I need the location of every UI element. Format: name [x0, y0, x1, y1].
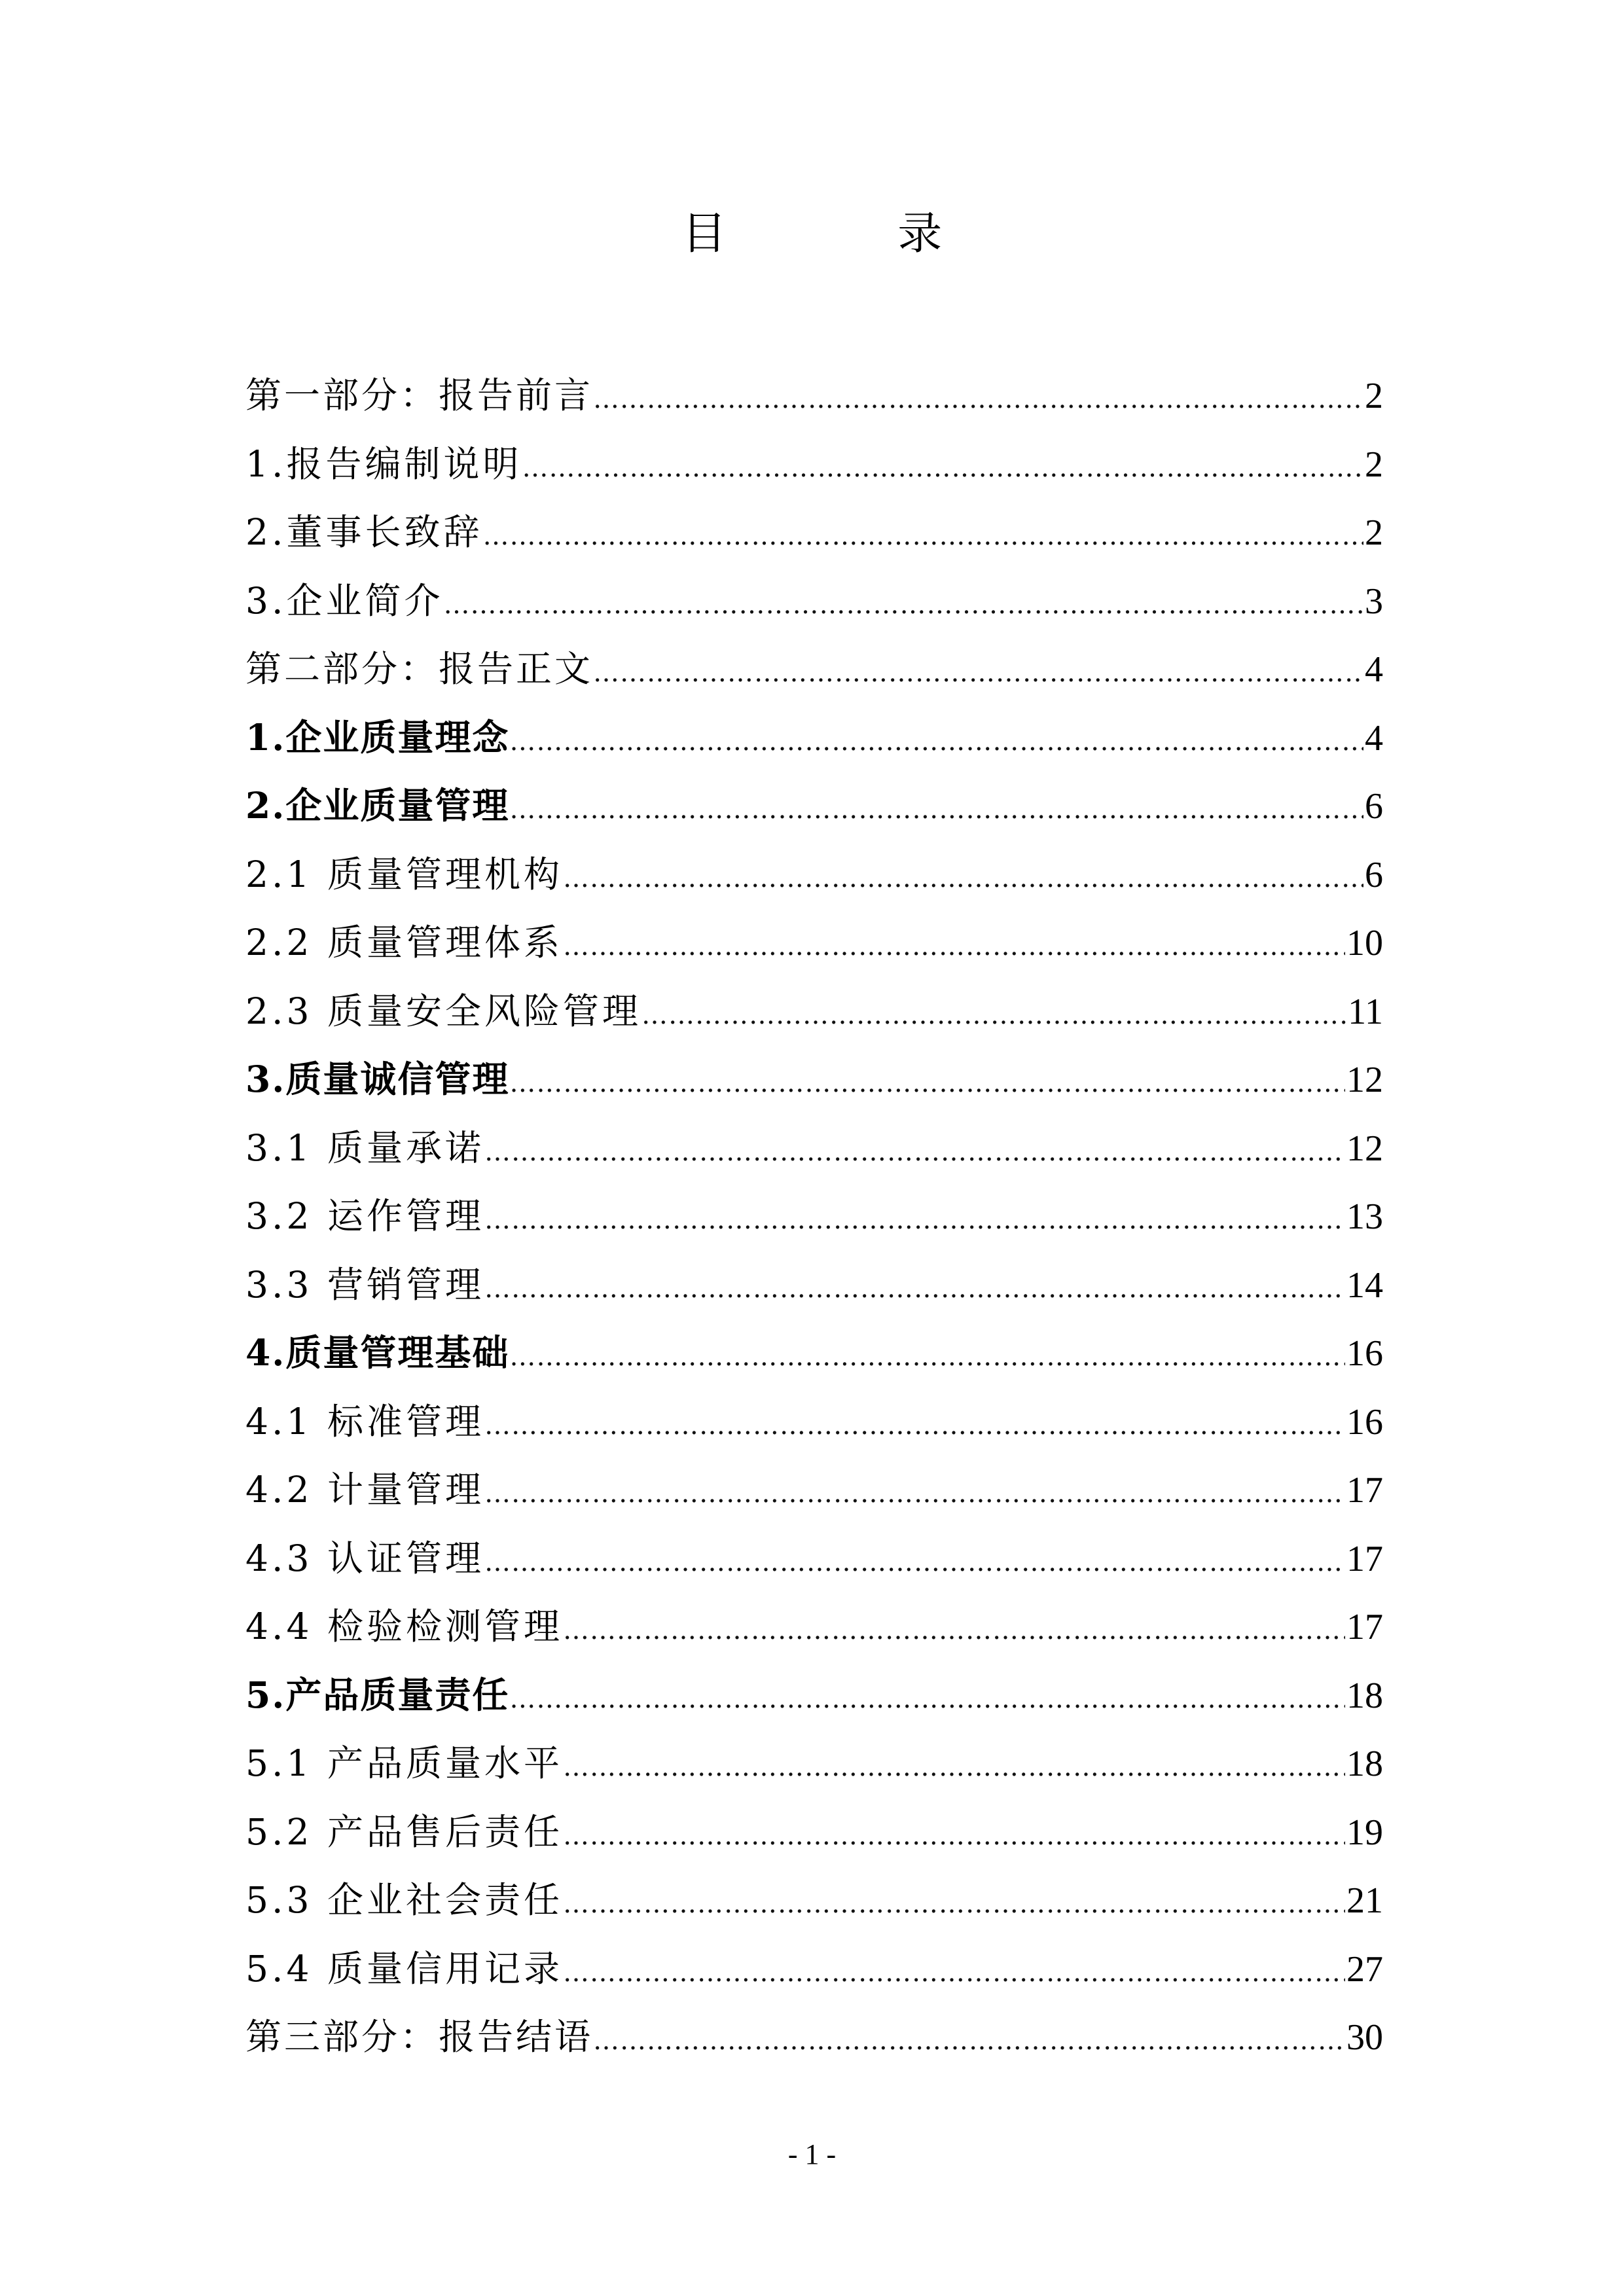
toc-entry-2-2[interactable] [245, 908, 1383, 977]
toc-leader-dots [482, 502, 1363, 571]
toc-entry-page: 16 [1346, 1333, 1383, 1374]
toc-entry-page: 17 [1346, 1538, 1383, 1579]
toc-entry-part-1[interactable] [245, 361, 1383, 430]
toc-entry-label: 5.2 产品售后责任 [245, 1810, 563, 1853]
toc-entry-1[interactable] [245, 430, 1383, 499]
toc-entry-page: 4 [1365, 717, 1383, 759]
toc-entry-2[interactable] [245, 498, 1383, 567]
toc-entry-label: 第二部分：报告正文 [245, 648, 594, 690]
toc-entry-page: 11 [1348, 991, 1383, 1032]
toc-leader-dots [593, 639, 1363, 708]
toc-entry-label: 第三部分：报告结语 [245, 2016, 594, 2058]
toc-entry-section-5[interactable] [245, 1661, 1383, 1730]
toc-entry-page: 13 [1346, 1196, 1383, 1237]
toc-entry-label: 2.董事长致辞 [245, 511, 483, 553]
toc-leader-dots [563, 1596, 1345, 1665]
toc-leader-dots [563, 1733, 1345, 1802]
toc-leader-dots [593, 365, 1363, 434]
toc-entry-label: 5.4 质量信用记录 [245, 1947, 563, 1990]
toc-leader-dots [509, 1665, 1345, 1734]
toc-leader-dots [641, 981, 1346, 1050]
toc-entry-section-4[interactable] [245, 1319, 1383, 1388]
toc-entry-2-3[interactable] [245, 977, 1383, 1046]
toc-entry-label: 4.质量管理基础 [245, 1331, 510, 1374]
toc-entry-label: 5.1 产品质量水平 [245, 1742, 563, 1784]
toc-entry-part-2[interactable] [245, 635, 1383, 704]
toc-entry-5-3[interactable] [245, 1866, 1383, 1935]
toc-entry-label: 3.1 质量承诺 [245, 1126, 484, 1169]
table-of-contents [245, 361, 1383, 2072]
toc-leader-dots [509, 1323, 1345, 1391]
toc-leader-dots [593, 2007, 1345, 2075]
toc-leader-dots [484, 1460, 1345, 1528]
toc-entry-label: 2.2 质量管理体系 [245, 922, 563, 963]
toc-entry-page: 2 [1365, 376, 1383, 416]
toc-entry-label: 2.企业质量管理 [245, 784, 510, 827]
toc-entry-4-1[interactable] [245, 1388, 1383, 1456]
toc-entry-label: 3.2 运作管理 [245, 1195, 484, 1237]
toc-leader-dots [563, 844, 1363, 913]
toc-entry-4-2[interactable] [245, 1456, 1383, 1524]
toc-entry-page: 18 [1346, 1675, 1383, 1716]
toc-entry-label: 3.质量诚信管理 [245, 1058, 510, 1100]
toc-entry-page: 10 [1346, 923, 1383, 963]
toc-leader-dots [509, 1049, 1345, 1118]
toc-entry-5-1[interactable] [245, 1729, 1383, 1798]
toc-entry-page: 16 [1346, 1401, 1383, 1443]
toc-entry-page: 12 [1346, 1060, 1383, 1100]
toc-entry-label: 3.3 营销管理 [245, 1263, 484, 1306]
toc-entry-part-3[interactable] [245, 2003, 1383, 2072]
toc-entry-page: 2 [1365, 444, 1383, 485]
toc-entry-label: 4.1 标准管理 [245, 1400, 484, 1443]
toc-entry-label: 5.3 企业社会责任 [245, 1879, 563, 1921]
toc-entry-label: 第一部分：报告前言 [245, 374, 594, 416]
toc-entry-2-1[interactable] [245, 840, 1383, 909]
toc-entry-label: 4.2 计量管理 [245, 1469, 484, 1511]
toc-entry-3-2[interactable] [245, 1182, 1383, 1251]
toc-leader-dots [509, 776, 1363, 844]
toc-entry-section-1[interactable] [245, 704, 1383, 772]
toc-entry-page: 30 [1346, 2017, 1383, 2058]
toc-entry-4-4[interactable] [245, 1592, 1383, 1661]
page-title: 目 录 [681, 208, 1021, 260]
toc-entry-label: 3.企业简介 [245, 579, 444, 622]
toc-entry-label: 4.4 检验检测管理 [245, 1605, 563, 1647]
toc-leader-dots [484, 1528, 1345, 1597]
toc-entry-page: 12 [1346, 1128, 1383, 1169]
toc-leader-dots [484, 1255, 1345, 1323]
toc-entry-label: 1.报告编制说明 [245, 442, 522, 485]
toc-entry-page: 21 [1346, 1880, 1383, 1921]
toc-leader-dots [563, 1870, 1345, 1939]
toc-entry-page: 4 [1365, 649, 1383, 690]
toc-leader-dots [509, 708, 1363, 776]
toc-entry-section-3[interactable] [245, 1045, 1383, 1114]
toc-entry-page: 27 [1346, 1948, 1383, 1990]
toc-entry-page: 19 [1346, 1812, 1383, 1853]
toc-leader-dots [484, 1186, 1345, 1255]
toc-leader-dots [522, 434, 1363, 503]
toc-entry-label: 1.企业质量理念 [245, 715, 510, 759]
page-number: - 1 - [787, 2138, 837, 2170]
toc-entry-label: 4.3 认证管理 [245, 1537, 484, 1579]
toc-leader-dots [563, 912, 1345, 981]
toc-entry-page: 17 [1346, 1470, 1383, 1511]
toc-entry-label: 2.1 质量管理机构 [245, 853, 563, 895]
toc-entry-label: 5.产品质量责任 [245, 1673, 510, 1716]
toc-entry-5-2[interactable] [245, 1798, 1383, 1867]
toc-entry-page: 6 [1365, 854, 1383, 895]
toc-leader-dots [563, 1939, 1345, 2007]
toc-entry-page: 3 [1365, 581, 1383, 622]
toc-entry-4-3[interactable] [245, 1524, 1383, 1593]
toc-entry-5-4[interactable] [245, 1935, 1383, 2003]
toc-entry-page: 17 [1346, 1607, 1383, 1647]
toc-entry-section-2[interactable] [245, 772, 1383, 840]
toc-entry-label: 2.3 质量安全风险管理 [245, 990, 641, 1032]
toc-entry-3[interactable] [245, 567, 1383, 636]
toc-entry-page: 14 [1346, 1265, 1383, 1306]
toc-entry-page: 18 [1346, 1744, 1383, 1784]
toc-leader-dots [484, 1118, 1345, 1187]
toc-leader-dots [484, 1391, 1345, 1460]
toc-leader-dots [563, 1802, 1345, 1871]
toc-entry-page: 6 [1365, 786, 1383, 827]
toc-entry-3-1[interactable] [245, 1114, 1383, 1183]
toc-entry-3-3[interactable] [245, 1251, 1383, 1319]
toc-entry-page: 2 [1365, 512, 1383, 553]
toc-leader-dots [443, 571, 1363, 639]
